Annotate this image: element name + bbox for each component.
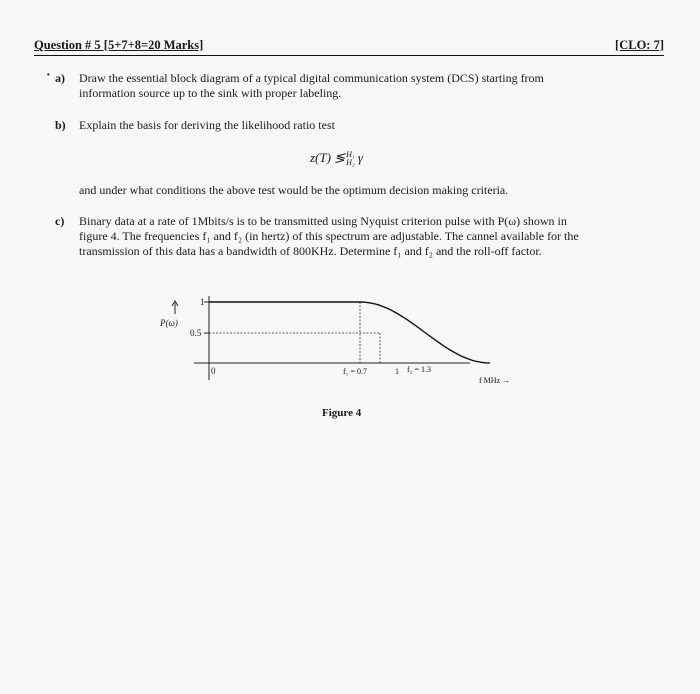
part-b-label: b) (55, 118, 66, 132)
part-b-line2: and under what conditions the above test would be the optimum decision making criteria. (79, 183, 509, 197)
part-c-line3: transmission of this data has a bandwidth of 800KHz. Determine f₁ and f₂ and the roll-off factor. (79, 244, 542, 258)
tick-1-label: 1 (395, 367, 399, 376)
y-tick-1-label: 1 (200, 297, 205, 307)
clo-label: [CLO: 7] (615, 38, 664, 52)
figure-caption: Figure 4 (322, 407, 362, 419)
question-title: Question # 5 [5+7+8=20 Marks] (34, 38, 204, 52)
part-a-label: a) (55, 71, 65, 85)
part-b-line1: Explain the basis for deriving the likelihood ratio test (79, 118, 335, 132)
formula-sup: H₁ (346, 150, 355, 160)
y-axis-label: P(ω) (160, 318, 178, 328)
formula-gamma: γ (357, 150, 364, 165)
part-c-label: c) (55, 214, 65, 228)
y-tick-05-label: 0.5 (190, 328, 202, 338)
part-a-line1: Draw the essential block diagram of a typical digital communication system (DCS) starting from (79, 71, 544, 85)
formula-main: z(T) ≶ (310, 150, 346, 165)
formula-sub: H₂ (346, 158, 355, 168)
f2-label: f₂ = 1.3 (407, 365, 431, 374)
f1-label: f₁ = 0.7 (343, 367, 367, 376)
part-c-line1: Binary data at a rate of 1Mbits/s is to be transmitted using Nyquist criterion pulse with P(ω) shown in (79, 214, 567, 228)
origin-label: 0 (211, 366, 216, 376)
bullet-mark: · (46, 68, 51, 83)
x-axis-label: f MHz → (479, 376, 511, 385)
part-c-line2: figure 4. The frequencies f₁ and f₂ (in hertz) of this spectrum are adjustable. The cannel available for the (79, 229, 579, 243)
spectrum-curve (209, 302, 490, 363)
part-a-line2: information source up to the sink with proper labeling. (79, 86, 342, 100)
